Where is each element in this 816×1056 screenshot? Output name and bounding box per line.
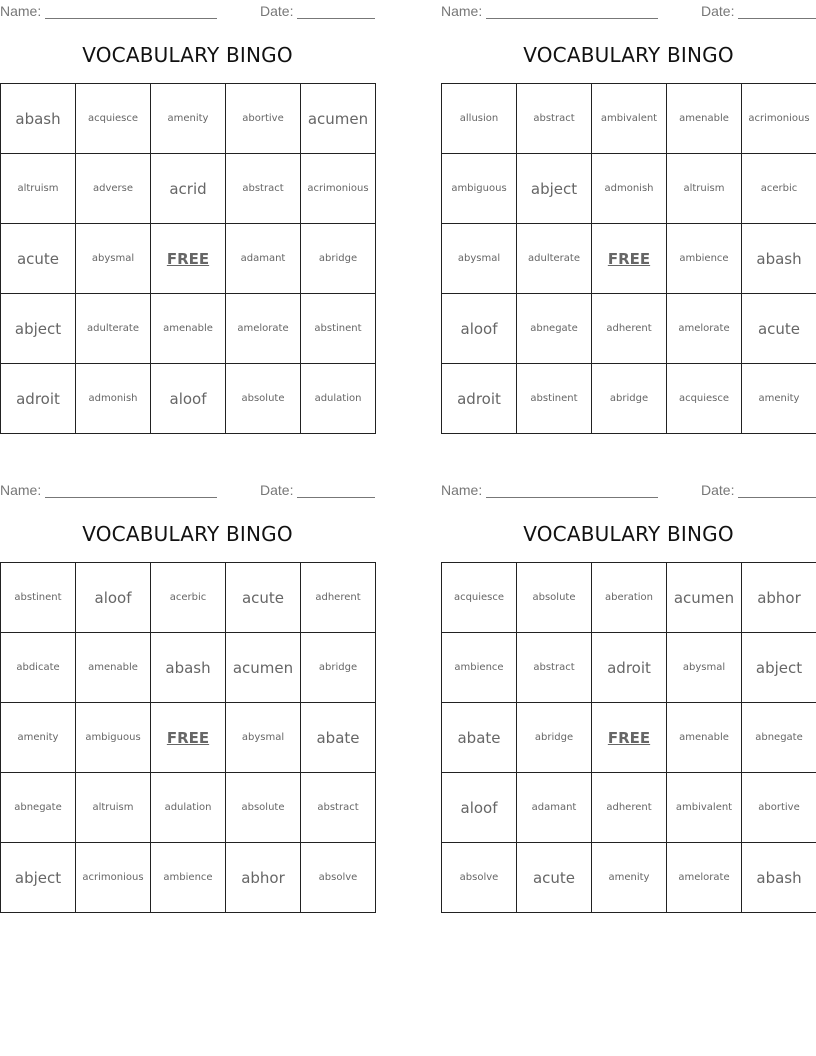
bingo-cell: amelorate bbox=[226, 294, 301, 364]
bingo-cell: abstinent bbox=[517, 364, 592, 434]
bingo-cell: abject bbox=[517, 154, 592, 224]
grid-row bbox=[1, 773, 376, 843]
date-blank bbox=[297, 497, 375, 498]
bingo-cell: abstinent bbox=[1, 563, 76, 633]
grid-row bbox=[442, 843, 816, 913]
grid-row bbox=[442, 154, 816, 224]
bingo-cell: amelorate bbox=[667, 294, 742, 364]
bingo-cell: adulterate bbox=[76, 294, 151, 364]
name-blank bbox=[45, 497, 217, 498]
grid-row bbox=[442, 84, 816, 154]
date-label: Date: bbox=[260, 3, 294, 19]
bingo-cell: acerbic bbox=[151, 563, 226, 633]
bingo-cell: acrimonious bbox=[76, 843, 151, 913]
name-date-bar bbox=[441, 482, 816, 498]
bingo-cell: abate bbox=[301, 703, 376, 773]
bingo-cell: abstract bbox=[301, 773, 376, 843]
bingo-cell: ambivalent bbox=[592, 84, 667, 154]
bingo-cell: ambience bbox=[151, 843, 226, 913]
date-blank bbox=[297, 18, 375, 19]
bingo-cell: ambiguous bbox=[76, 703, 151, 773]
bingo-cell: amenable bbox=[76, 633, 151, 703]
bingo-cell: aloof bbox=[442, 773, 517, 843]
bingo-cell: adverse bbox=[76, 154, 151, 224]
bingo-cell: adulterate bbox=[517, 224, 592, 294]
grid-row bbox=[1, 84, 376, 154]
bingo-cell: acquiesce bbox=[76, 84, 151, 154]
bingo-cell: absolve bbox=[301, 843, 376, 913]
bingo-cell: abash bbox=[742, 224, 816, 294]
name-date-bar bbox=[441, 3, 816, 19]
bingo-cell: aloof bbox=[442, 294, 517, 364]
bingo-cell: absolve bbox=[442, 843, 517, 913]
bingo-cell: adroit bbox=[1, 364, 76, 434]
bingo-cell: abash bbox=[742, 843, 816, 913]
grid-row bbox=[442, 294, 816, 364]
bingo-cell: adamant bbox=[517, 773, 592, 843]
name-label: Name: bbox=[0, 482, 42, 498]
grid-row bbox=[442, 703, 816, 773]
date-blank bbox=[738, 18, 816, 19]
bingo-cell: ambivalent bbox=[667, 773, 742, 843]
bingo-cell: amenable bbox=[151, 294, 226, 364]
bingo-cell: adulation bbox=[301, 364, 376, 434]
bingo-cell: abate bbox=[442, 703, 517, 773]
bingo-cell: altruism bbox=[1, 154, 76, 224]
bingo-grid bbox=[441, 83, 816, 434]
card-title: VOCABULARY BINGO bbox=[523, 43, 734, 67]
card-title: VOCABULARY BINGO bbox=[523, 522, 734, 546]
bingo-cell: amenable bbox=[667, 84, 742, 154]
free-space-cell: FREE bbox=[151, 703, 226, 773]
card-title: VOCABULARY BINGO bbox=[82, 522, 293, 546]
bingo-cell: adroit bbox=[442, 364, 517, 434]
bingo-grid bbox=[0, 83, 376, 434]
grid-row bbox=[1, 843, 376, 913]
bingo-cell: abstract bbox=[517, 633, 592, 703]
grid-row bbox=[1, 563, 376, 633]
date-blank bbox=[738, 497, 816, 498]
bingo-cell: adamant bbox=[226, 224, 301, 294]
bingo-cell: allusion bbox=[442, 84, 517, 154]
bingo-cell: acute bbox=[226, 563, 301, 633]
bingo-cell: amenity bbox=[1, 703, 76, 773]
bingo-cell: abhor bbox=[226, 843, 301, 913]
name-label: Name: bbox=[0, 3, 42, 19]
bingo-cell: abnegate bbox=[517, 294, 592, 364]
free-space-cell: FREE bbox=[151, 224, 226, 294]
bingo-cell: admonish bbox=[76, 364, 151, 434]
bingo-cell: abstract bbox=[226, 154, 301, 224]
bingo-cell: aberation bbox=[592, 563, 667, 633]
bingo-cell: absolute bbox=[226, 773, 301, 843]
bingo-cell: adherent bbox=[592, 773, 667, 843]
bingo-cell: acquiesce bbox=[667, 364, 742, 434]
bingo-cell: abnegate bbox=[742, 703, 816, 773]
name-blank bbox=[486, 18, 658, 19]
bingo-cell: adulation bbox=[151, 773, 226, 843]
bingo-cell: ambience bbox=[442, 633, 517, 703]
bingo-grid bbox=[441, 562, 816, 913]
bingo-cell: abortive bbox=[226, 84, 301, 154]
name-label: Name: bbox=[441, 3, 483, 19]
bingo-grid bbox=[0, 562, 376, 913]
bingo-cell: abash bbox=[151, 633, 226, 703]
bingo-cell: abysmal bbox=[442, 224, 517, 294]
grid-row bbox=[1, 633, 376, 703]
bingo-cell: amenity bbox=[592, 843, 667, 913]
bingo-cell: acquiesce bbox=[442, 563, 517, 633]
bingo-cell: abridge bbox=[517, 703, 592, 773]
bingo-cell: abash bbox=[1, 84, 76, 154]
grid-row bbox=[442, 563, 816, 633]
bingo-cell: amenity bbox=[151, 84, 226, 154]
grid-row bbox=[442, 773, 816, 843]
bingo-cell: aloof bbox=[151, 364, 226, 434]
card-title: VOCABULARY BINGO bbox=[82, 43, 293, 67]
bingo-cell: abysmal bbox=[226, 703, 301, 773]
bingo-cell: abdicate bbox=[1, 633, 76, 703]
bingo-cell: acute bbox=[742, 294, 816, 364]
grid-row bbox=[1, 703, 376, 773]
bingo-cell: ambience bbox=[667, 224, 742, 294]
bingo-cell: adroit bbox=[592, 633, 667, 703]
grid-row bbox=[1, 294, 376, 364]
bingo-cell: amenable bbox=[667, 703, 742, 773]
bingo-cell: abnegate bbox=[1, 773, 76, 843]
grid-row bbox=[442, 224, 816, 294]
grid-row bbox=[442, 364, 816, 434]
bingo-cell: abridge bbox=[301, 633, 376, 703]
free-space-cell: FREE bbox=[592, 703, 667, 773]
date-label: Date: bbox=[701, 3, 735, 19]
bingo-cell: acrid bbox=[151, 154, 226, 224]
name-label: Name: bbox=[441, 482, 483, 498]
bingo-cell: acerbic bbox=[742, 154, 816, 224]
bingo-cell: abstinent bbox=[301, 294, 376, 364]
name-date-bar bbox=[0, 482, 375, 498]
bingo-cell: absolute bbox=[226, 364, 301, 434]
bingo-cell: altruism bbox=[76, 773, 151, 843]
bingo-cell: abject bbox=[1, 294, 76, 364]
bingo-cell: abstract bbox=[517, 84, 592, 154]
bingo-cell: acute bbox=[517, 843, 592, 913]
date-label: Date: bbox=[260, 482, 294, 498]
bingo-cell: admonish bbox=[592, 154, 667, 224]
bingo-cell: acute bbox=[1, 224, 76, 294]
grid-row bbox=[1, 364, 376, 434]
grid-row bbox=[1, 154, 376, 224]
name-blank bbox=[45, 18, 217, 19]
bingo-cell: aloof bbox=[76, 563, 151, 633]
bingo-cell: altruism bbox=[667, 154, 742, 224]
bingo-cell: acumen bbox=[667, 563, 742, 633]
bingo-cell: abject bbox=[742, 633, 816, 703]
name-date-bar bbox=[0, 3, 375, 19]
bingo-cell: amenity bbox=[742, 364, 816, 434]
bingo-cell: abysmal bbox=[76, 224, 151, 294]
bingo-cell: adherent bbox=[592, 294, 667, 364]
bingo-cell: abortive bbox=[742, 773, 816, 843]
bingo-cell: ambiguous bbox=[442, 154, 517, 224]
bingo-cell: acumen bbox=[226, 633, 301, 703]
bingo-cell: abject bbox=[1, 843, 76, 913]
free-space-cell: FREE bbox=[592, 224, 667, 294]
bingo-cell: acrimonious bbox=[301, 154, 376, 224]
bingo-cell: absolute bbox=[517, 563, 592, 633]
bingo-cell: abridge bbox=[592, 364, 667, 434]
date-label: Date: bbox=[701, 482, 735, 498]
bingo-cell: abhor bbox=[742, 563, 816, 633]
bingo-cell: acumen bbox=[301, 84, 376, 154]
name-blank bbox=[486, 497, 658, 498]
grid-row bbox=[1, 224, 376, 294]
bingo-cell: amelorate bbox=[667, 843, 742, 913]
bingo-cell: adherent bbox=[301, 563, 376, 633]
bingo-cell: abridge bbox=[301, 224, 376, 294]
grid-row bbox=[442, 633, 816, 703]
bingo-cell: abysmal bbox=[667, 633, 742, 703]
bingo-cell: acrimonious bbox=[742, 84, 816, 154]
